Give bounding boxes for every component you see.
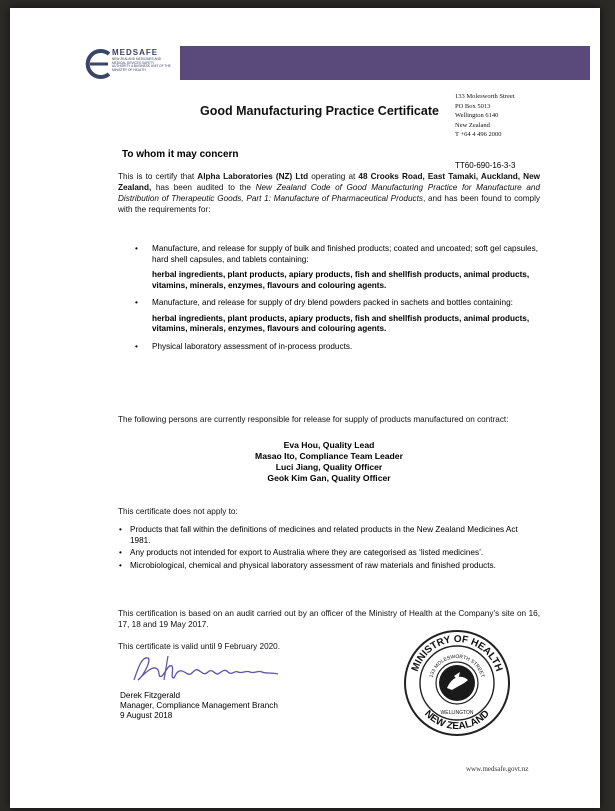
seal-bottom-text: NEW ZEALAND [422, 708, 492, 733]
intro-text: has been audited to the [151, 183, 256, 192]
person-entry: Geok Kim Gan, Quality Officer [267, 473, 391, 483]
list-item [130, 298, 540, 335]
reference-number: TT60-690-16-3-3 [455, 161, 516, 170]
person-entry: Luci Jiang, Quality Officer [275, 462, 383, 472]
ministry-seal [402, 628, 512, 738]
medsafe-logo-icon [82, 48, 112, 80]
list-item: • Any products not intended for export to Australia where they are categorised as ‘listed medicines’. [118, 548, 538, 559]
validity-statement: This certificate is valid until 9 February 2020. [118, 642, 281, 651]
salutation: To whom it may concern [122, 149, 239, 160]
list-item [130, 244, 540, 291]
address-line: PO Box 5013 [455, 102, 491, 110]
gmp-code-title: New Zealand Code of Good Manufacturing Practice for Manufacture and Distribution of Therapeutic Goods, Part 1: Manufacture of Pharmaceutical Products [118, 183, 540, 203]
logo-tagline: NEW ZEALAND MEDICINES AND MEDICAL DEVICES SAFETY AUTHORITY A BUSINESS UNIT OF THE MINISTRY OF HEALTH [112, 57, 171, 72]
requirement-ingredients: herbal ingredients, plant products, apiary products, fish and shellfish products, animal products, vitamins, minerals, enzymes, flavours and colouring agents. [152, 313, 530, 333]
logo-wordmark: MEDSAFE [112, 48, 159, 57]
seal-top-text: MINISTRY OF HEALTH [409, 633, 505, 674]
header-band [180, 46, 590, 80]
signer-name: Derek Fitzgerald [120, 691, 181, 700]
responsible-persons [118, 440, 540, 484]
address-line: Wellington 6140 [455, 112, 499, 119]
list-item: • Microbiological, chemical and physical laboratory assessment of raw materials and finished products. [118, 561, 538, 572]
requirement-text: • Manufacture, and release for supply of bulk and finished products; coated and uncoated; soft gel capsules, hard shell capsules, and tablets containing: [152, 244, 538, 264]
list-item: • Products that fall within the definitions of medicines and related products in the New Zealand Medicines Act 1981. [118, 525, 538, 546]
certificate-page [10, 8, 600, 808]
signature-image [128, 650, 328, 686]
intro-text: This is to certify that [118, 172, 198, 181]
company-location: 48 Crooks Road, East Tamaki, Auckland, New Zealand, [118, 172, 541, 192]
intro-paragraph [118, 171, 540, 215]
intro-text: operating at [308, 172, 359, 181]
website-link[interactable]: www.medsafe.govt.nz [466, 765, 529, 773]
address-line: New Zealand [455, 121, 490, 129]
page-title: Good Manufacturing Practice Certificate [200, 104, 439, 118]
signature-date: 9 August 2018 [120, 711, 173, 721]
signer-block [120, 691, 278, 722]
company-name: Alpha Laboratories (NZ) Ltd [197, 172, 309, 181]
requirement-text: • Manufacture, and release for supply of dry blend powders packed in sachets and bottles containing: [152, 298, 513, 307]
medsafe-logo [82, 48, 182, 84]
address-line: T +64 4 496 2000 [455, 131, 502, 138]
requirement-text: • Physical laboratory assessment of in-process products. [152, 341, 353, 351]
not-apply-intro: This certificate does not apply to: [118, 507, 238, 516]
seal-inner-bottom-text: WELLINGTON [440, 710, 474, 716]
seal-inner-text: 133 MOLESWORTH STREET [428, 653, 486, 679]
audit-basis: This certification is based on an audit carried out by an officer of the Ministry of Health at the Company’s site on 16, 17, 18 and 19 May 2017. [118, 609, 540, 629]
person-entry: Eva Hou, Quality Lead [283, 440, 375, 450]
list-item [130, 342, 540, 353]
address-line: 133 Molesworth Street [455, 93, 515, 100]
person-entry: Masao Ito, Compliance Team Leader [255, 451, 403, 461]
requirements-list [130, 244, 540, 359]
not-apply-list [118, 525, 538, 573]
intro-text: , and has been found to comply with the requirements for: [118, 194, 541, 214]
signer-role: Manager, Compliance Management Branch [120, 701, 278, 711]
requirement-ingredients: herbal ingredients, plant products, apiary products, fish and shellfish products, animal products, vitamins, minerals, enzymes, flavours and colouring agents. [152, 270, 530, 290]
address-block [455, 92, 515, 140]
persons-intro: The following persons are currently responsible for release for supply of products manufactured on contract: [118, 415, 509, 424]
seal-emblem-icon [439, 665, 475, 701]
